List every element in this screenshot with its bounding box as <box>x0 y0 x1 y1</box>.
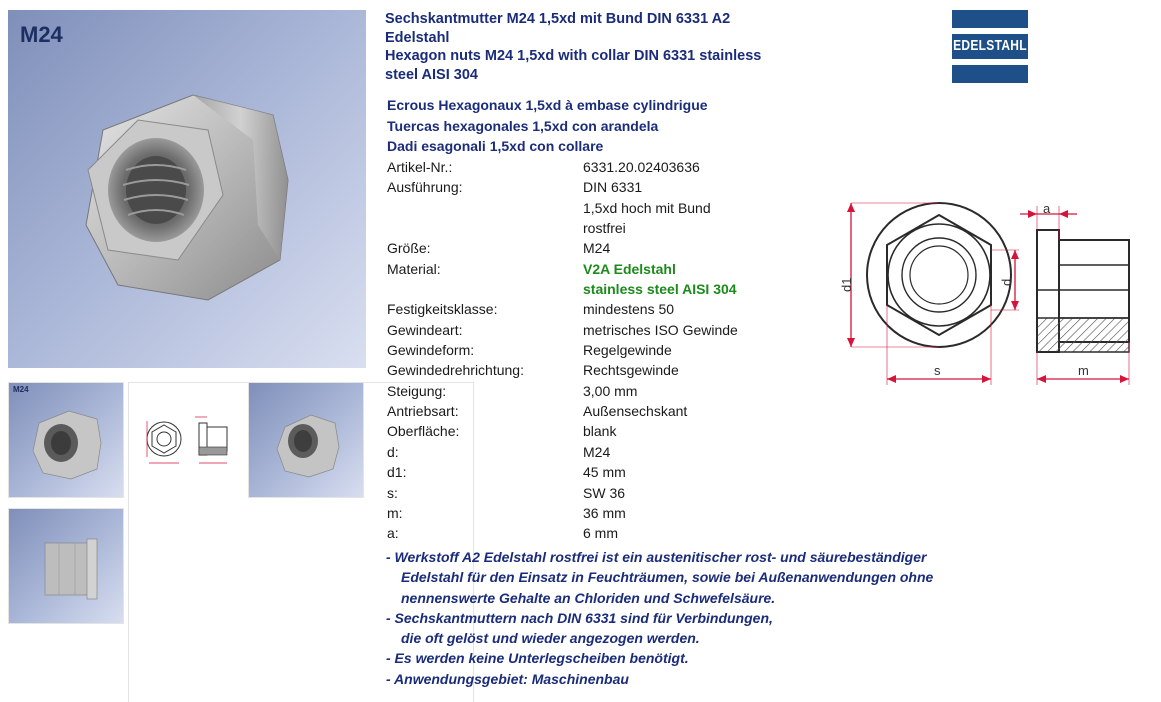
note-line: - Sechskantmuttern nach DIN 6331 sind für Verbindungen, <box>386 609 773 626</box>
spec-key <box>387 218 583 238</box>
spec-value: 6 mm <box>583 525 618 542</box>
title-line: Sechskantmutter M24 1,5xd mit Bund DIN 6331 A2 <box>385 11 731 27</box>
spec-value: Rechtsgewinde <box>583 362 679 379</box>
main-product-image <box>8 10 366 368</box>
spec-value: mindestens 50 <box>583 301 675 318</box>
spec-key: Ausführung: <box>387 179 463 196</box>
spec-value: 36 mm <box>583 504 626 521</box>
dim-label-s: s <box>934 363 941 378</box>
thumb-size-tag: M24 <box>13 385 29 394</box>
hex-nut-thumb <box>249 383 364 498</box>
spec-row <box>387 320 807 340</box>
dim-label-a: a <box>1043 201 1051 216</box>
spec-row <box>387 177 807 197</box>
spec-value: M24 <box>583 443 611 460</box>
spec-row <box>387 279 807 299</box>
spec-key: Festigkeitsklasse: <box>387 301 498 318</box>
logo-stripe <box>952 28 1028 34</box>
spec-row <box>387 259 807 279</box>
dim-label-d: d <box>999 278 1014 286</box>
subtitle-line: Tuercas hexagonales 1,5xd con arandela <box>387 117 659 134</box>
spec-row <box>387 198 807 218</box>
dimension-lines <box>847 203 1129 385</box>
spec-key: d: <box>387 443 399 460</box>
subtitle-line: Ecrous Hexagonaux 1,5xd à embase cylindrigue <box>387 97 708 113</box>
spec-value: rostfrei <box>583 220 626 237</box>
spec-key: m: <box>387 504 403 521</box>
spec-value: M24 <box>583 240 611 257</box>
spec-key: Gewindeform: <box>387 342 475 359</box>
side-view <box>1037 230 1129 352</box>
product-notes <box>386 547 1026 689</box>
hex-nut-thumb <box>9 509 124 624</box>
note-line: - Anwendungsgebiet: Maschinenbau <box>386 670 629 687</box>
spec-key: Gewindeart: <box>387 321 463 338</box>
front-view <box>867 203 1011 347</box>
spec-key: Steigung: <box>387 382 447 399</box>
hex-nut-photo <box>8 10 366 368</box>
spec-key: Material: <box>387 260 441 277</box>
spec-row <box>387 401 807 421</box>
thumbnail-photo-angle[interactable] <box>248 382 364 498</box>
spec-row <box>387 218 807 238</box>
logo-text: EDELSTAHL <box>953 36 1027 54</box>
edelstahl-logo <box>952 10 1028 83</box>
spec-value: Regelgewinde <box>583 342 672 359</box>
size-tag: M24 <box>20 22 63 47</box>
spec-value-material: stainless steel AISI 304 <box>583 281 737 298</box>
spec-key: s: <box>387 484 398 501</box>
spec-value: 45 mm <box>583 464 626 481</box>
dim-label-d1: d1 <box>839 277 854 292</box>
spec-key: Gewindedrehrichtung: <box>387 362 524 379</box>
spec-row <box>387 503 807 523</box>
thumbnail-photo-side[interactable] <box>8 508 124 624</box>
spec-key: Größe: <box>387 240 431 257</box>
hex-nut-thumb <box>9 383 124 498</box>
spec-value-material: V2A Edelstahl <box>583 260 676 277</box>
subtitle-line: Dadi esagonali 1,5xd con collare <box>387 138 604 155</box>
spec-row <box>387 381 807 401</box>
thumbnail-photo-front[interactable] <box>8 382 124 498</box>
spec-row <box>387 523 807 543</box>
spec-row <box>387 238 807 258</box>
spec-value: blank <box>583 423 617 440</box>
note-line: - Es werden keine Unterlegscheiben benötigt. <box>386 650 689 667</box>
spec-row <box>387 483 807 503</box>
note-line: nennenswerte Gehalte an Chloriden und Schwefelsäure. <box>401 589 776 606</box>
spec-key: d1: <box>387 464 407 481</box>
spec-value: DIN 6331 <box>583 179 643 196</box>
spec-key: a: <box>387 525 399 542</box>
spec-key: Oberfläche: <box>387 423 460 440</box>
title-line: Hexagon nuts M24 1,5xd with collar DIN 6331 stainless <box>385 48 762 64</box>
note-line: Edelstahl für den Einsatz in Feuchträumen, sowie bei Außenanwendungen ohne <box>401 569 934 586</box>
spec-row <box>387 299 807 319</box>
technical-drawing <box>815 100 1161 440</box>
logo-stripe <box>952 59 1028 65</box>
spec-key <box>387 279 583 299</box>
spec-row <box>387 442 807 462</box>
spec-row <box>387 157 807 177</box>
spec-key <box>387 198 583 218</box>
spec-value: 1,5xd hoch mit Bund <box>583 199 711 216</box>
dim-label-m: m <box>1078 363 1089 378</box>
spec-row <box>387 340 807 360</box>
title-line: steel AISI 304 <box>385 66 478 83</box>
spec-value: metrisches ISO Gewinde <box>583 321 738 338</box>
spec-row <box>387 360 807 380</box>
spec-key: Antriebsart: <box>387 403 459 420</box>
spec-value: 6331.20.02403636 <box>583 159 700 175</box>
spec-table <box>387 157 807 544</box>
product-title <box>385 10 945 84</box>
spec-key: Artikel-Nr.: <box>387 159 453 175</box>
spec-value: 3,00 mm <box>583 382 638 399</box>
spec-value: SW 36 <box>583 484 626 501</box>
title-line: Edelstahl <box>385 29 450 46</box>
note-line: die oft gelöst und wieder angezogen werden. <box>401 630 700 647</box>
spec-value: Außensechskant <box>583 403 688 420</box>
note-line: - Werkstoff A2 Edelstahl rostfrei ist ein austenitischer rost- und säurebeständiger <box>386 549 927 565</box>
spec-row <box>387 462 807 482</box>
spec-row <box>387 421 807 441</box>
technical-drawing-thumb <box>129 383 245 499</box>
